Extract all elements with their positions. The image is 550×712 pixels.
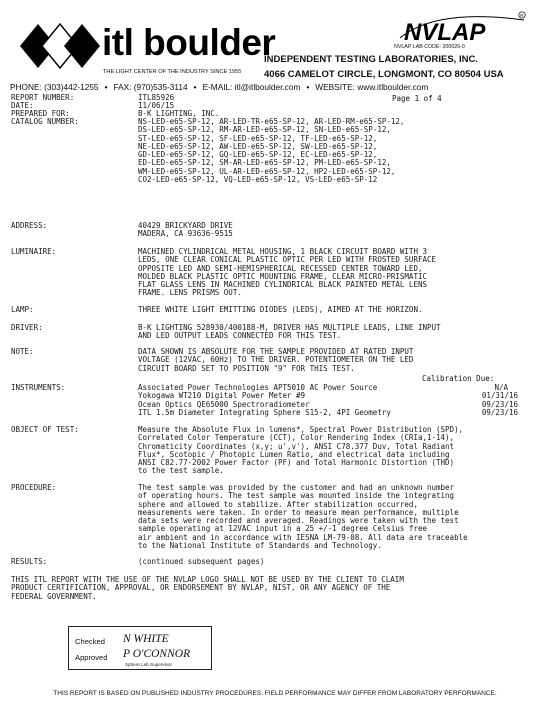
report-number-label: REPORT NUMBER: xyxy=(11,93,75,102)
itl-diamond-logo xyxy=(20,22,100,70)
approved-by-name: P O'CONNOR xyxy=(123,648,191,660)
checked-by-name: N WHITE xyxy=(123,633,169,645)
note-text: DATA SHOWN IS ABSOLUTE FOR THE SAMPLE PROVIDED AT RATED INPUT VOLTAGE (12VAC, 60Hz) TO THE DRIVER. POTENTIOMETER ON THE LED CIRCUIT BOARD SET TO POSITION "9" FOR THIS TEST. xyxy=(138,347,414,373)
calibration-due-header: Calibration Due: xyxy=(422,374,495,383)
calibration-date: 01/31/16 xyxy=(481,391,518,401)
instrument-name: Ocean Optics QE65000 Spectroradiometer xyxy=(138,399,310,409)
separator-dot: • xyxy=(193,82,197,92)
nvlap-logo-icon xyxy=(396,10,530,44)
nvlap-disclaimer: THIS ITL REPORT WITH THE USE OF THE NVLAP LOGO SHALL NOT BE USED BY THE CLIENT TO CLAIM PRODUCT CERTIFICATION, APPROVAL, OR ENDORSEMENT BY NVLAP, NIST, OR ANY AGENCY OF THE FEDERAL GOVERNMENT. xyxy=(11,575,404,601)
page-number: Page 1 of 4 xyxy=(392,94,442,103)
email: E-MAIL: itl@itlboulder.com xyxy=(202,82,301,92)
catalog-number-label: CATALOG NUMBER: xyxy=(11,117,79,126)
instrument-name: Yokogawa WT210 Digital Power Meter #9 xyxy=(138,391,306,401)
brand-name: itl boulder xyxy=(102,22,276,63)
approved-label: Approved xyxy=(75,653,108,662)
lamp-label: LAMP: xyxy=(11,305,34,314)
instrument-name: Associated Power Technologies APT5010 AC Power Source xyxy=(138,383,378,392)
instrument-name: ITL 1.5m Diameter Integrating Sphere S15-2, 4PI Geometry xyxy=(138,407,391,417)
report-number: ITL85926 xyxy=(138,93,175,102)
instrument-row xyxy=(138,409,528,417)
contact-bar xyxy=(10,82,540,92)
prepared-for-label: PREPARED FOR: xyxy=(11,109,70,118)
note-label: NOTE: xyxy=(11,347,34,356)
address-label: ADDRESS: xyxy=(11,221,48,230)
lab-address: 4066 CAMELOT CIRCLE, LONGMONT, CO 80504 USA xyxy=(264,69,504,80)
object-of-test-label: OBJECT OF TEST: xyxy=(11,425,79,434)
luminaire-description: MACHINED CYLINDRICAL METAL HOUSING, 1 BLACK CIRCUIT BOARD WITH 3 LEDS, ONE CLEAR CONICAL PLASTIC OPTIC PER LED WITH FROSTED SURFACE OPPOSITE LED AND SEMI-HEMISPHERICAL RECESSED CENTER TOWARD LED, MOLDED BLACK PLASTIC OPTIC MOUNTING FRAME, CLEAR MICRO-PRISMATIC FLAT GLASS LENS IN MACHINED CYLINDRICAL BLACK PAINTED METAL LENS FRAME. LENS PRISMS OUT. xyxy=(138,247,437,298)
calibration-date: N/A xyxy=(494,383,508,392)
object-of-test: Measure the Absolute Flux in lumens*, Spectral Power Distribution (SPD), Correlated Color Temperature (CCT), Color Rendering Index (CRIa,1-14), Chromaticity Coordinates (x,y; u',v'), ANSI C78.377 Duv, Total Radiant Flux*, Scotopic / Photopic Lumen Ratio, and electrical data including ANSI C82.77-2002 Power Factor (PF) and Total Harmonic Distortion (THD) to the test sample. xyxy=(138,425,464,476)
instruments-label: INSTRUMENTS: xyxy=(11,383,66,392)
date-label: DATE: xyxy=(11,101,34,110)
calibration-date: 09/23/16 xyxy=(481,407,518,417)
driver-description: B-K LIGHTING 528930/400188-M, DRIVER HAS MULTIPLE LEADS, LINE INPUT AND LED OUTPUT LEADS CONNECTED FOR THIS TEST. xyxy=(138,323,441,341)
fax: FAX: (970)535-3114 xyxy=(113,82,188,92)
calibration-date: 09/23/16 xyxy=(481,399,518,409)
brand-tagline: THE LIGHT CENTER OF THE INDUSTRY SINCE 1955 xyxy=(103,69,242,75)
customer-address: 40429 BRICKYARD DRIVE MADERA, CA 93636-9515 xyxy=(138,221,233,239)
lab-identity xyxy=(264,52,504,82)
luminaire-label: LUMINAIRE: xyxy=(11,247,57,256)
driver-label: DRIVER: xyxy=(11,323,43,332)
approver-title: Sphere Lab Supervisor xyxy=(125,662,172,667)
procedure-label: PROCEDURE: xyxy=(11,483,57,492)
catalog-numbers: NS-LED-e65-SP-12, AR-LED-TR-e65-SP-12, AR-LED-RM-e65-SP-12, DS-LED-e65-SP-12, RM-AR-LED-e65-SP-12, SN-LED-e65-SP-12, ST-LED-e65-SP-12, SF-LED-e65-SP-12, TF-LED-e65-SP-12, NE-LED-e65-SP-12, AW-LED-e65-SP-12, SW-LED-e65-SP-12, GD-LED-e65-SP-12, GQ-LED-e65-SP-12, EC-LED-e65-SP-12, ED-LED-e65-SP-12, SM-AR-LED-e65-SP-12, PM-LED-e65-SP-12, WM-LED-e65-SP-12, UL-AR-LED-e65-SP-12, HP2-LED-e65-SP-12, CO2-LED-e65-SP-12, VQ-LED-e65-SP-12, VS-LED-e65-SP-12 xyxy=(138,117,405,185)
phone: PHONE: (303)442-1255 xyxy=(10,82,99,92)
results-text: (continued subsequent pages) xyxy=(138,557,265,566)
report-date: 11/06/15 xyxy=(138,101,175,110)
lab-name: INDEPENDENT TESTING LABORATORIES, INC. xyxy=(264,54,478,65)
signature-box xyxy=(68,626,212,670)
nvlap-lab-code: NVLAP LAB CODE: 200026-0 xyxy=(394,44,465,50)
website: WEBSITE: www.itlboulder.com xyxy=(315,82,429,92)
separator-dot: • xyxy=(306,82,310,92)
nvlap-logo-text: NVLAP xyxy=(404,19,486,44)
prepared-for: B-K LIGHTING, INC. xyxy=(138,109,220,118)
page-footer: THIS REPORT IS BASED ON PUBLISHED INDUSTRY PROCEDURES. FIELD PERFORMANCE MAY DIFFER FROM LABORATORY PERFORMANCE. xyxy=(53,690,497,697)
lamp-description: THREE WHITE LIGHT EMITTING DIODES (LEDS), AIMED AT THE HORIZON. xyxy=(138,305,423,314)
svg-text:R: R xyxy=(520,12,524,18)
procedure-text: The test sample was provided by the customer and had an unknown number of operating hours. The test sample was mounted inside the integrating sphere and allowed to stabilize. After stabilization occurred, measurements were taken. In order to measure mean performance, multiple data sets were recorded and averaged. Readings were taken with the test sample operating at 12VAC input in a 25 +/-1 degree Celsius free air ambient and in accordance with IESNA LM-79-08. All data are traceable to the National Institute of Standards and Technology. xyxy=(138,483,468,551)
checked-label: Checked xyxy=(75,637,105,646)
results-label: RESULTS: xyxy=(11,557,48,566)
separator-dot: • xyxy=(104,82,108,92)
